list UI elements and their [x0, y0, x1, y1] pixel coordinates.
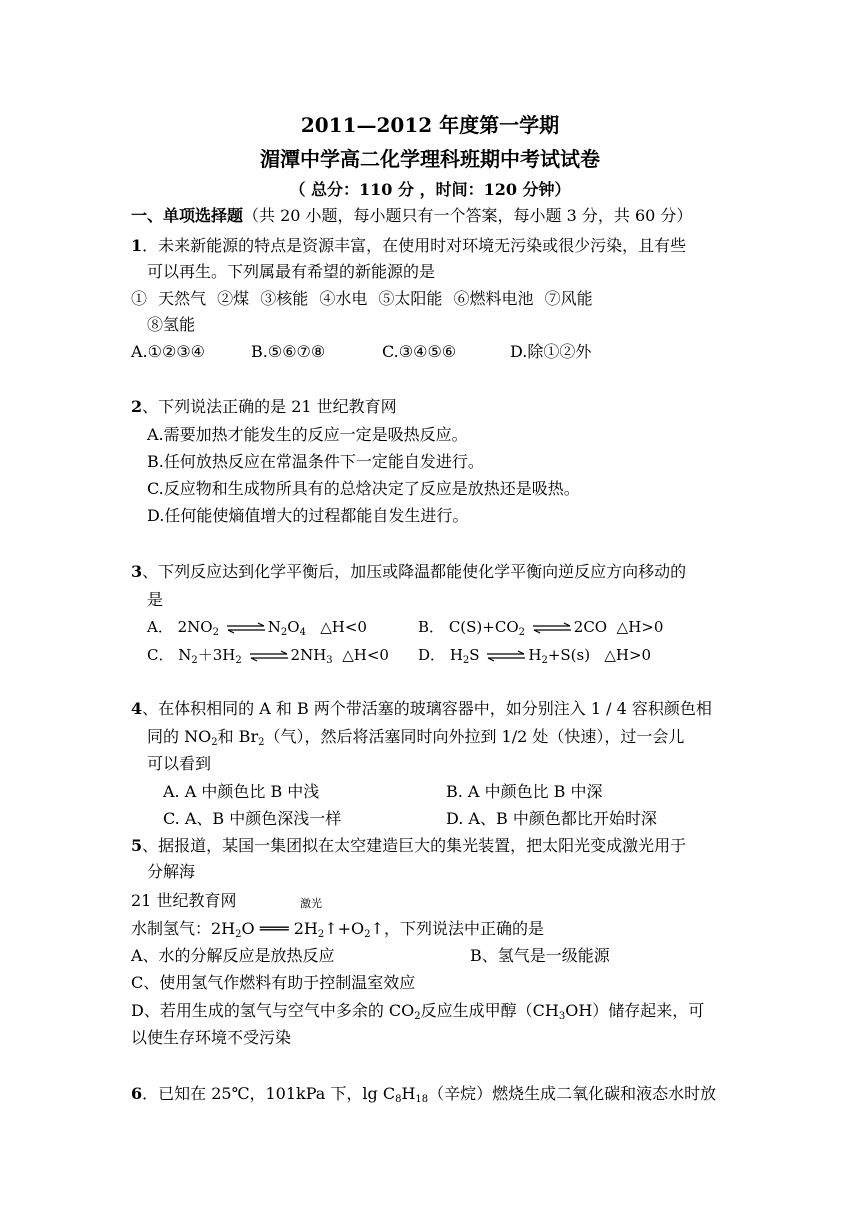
q5-stem-line3: 21 世纪教育网	[131, 891, 237, 910]
q3-b-left: C(S)+CO	[448, 618, 519, 636]
q1-option-b: B.⑤⑥⑦⑧	[251, 342, 326, 361]
q1-option-d: D.除①②外	[510, 342, 592, 361]
q4-line1	[131, 699, 712, 719]
q4-option-d: D. A、B 中颜色都比开始时深	[446, 809, 657, 828]
q5-option-c: C、使用氢气作燃料有助于控制温室效应	[131, 973, 416, 992]
q3-b-label: B．	[418, 618, 445, 636]
q3-b-enthalpy: △H>0	[616, 618, 664, 636]
q3-d-left-sub: 2	[462, 655, 470, 666]
q2-option-a: A.需要加热才能发生的反应一定是吸热反应。	[147, 425, 468, 444]
q5-line1	[131, 836, 686, 856]
q3-d-label: D．	[418, 646, 446, 664]
q5-option-d-line2: 以使生存环境不受污染	[131, 1028, 292, 1047]
q4-option-c: C. A、B 中颜色深浅一样	[163, 809, 342, 828]
q3-a-label: A．	[147, 618, 173, 636]
q3-c-right: 2NH	[290, 646, 327, 664]
q5-number: 5	[131, 836, 143, 855]
q1-stem-line1: ．未来新能源的特点是资源丰富，在使用时对环境无污染或很少污染，且有些	[142, 236, 687, 255]
q5-eq-c: ↑+O	[324, 919, 365, 938]
q5-d-sub2: 3	[558, 1011, 566, 1022]
q5-d-a: D、若用生成的氢气与空气中多余的 CO	[131, 1001, 415, 1020]
q3-stem-line2: 是	[147, 590, 164, 609]
q3-d-right: H	[528, 646, 542, 664]
q5-eq-b: O ═══ 2H	[241, 919, 318, 938]
q3-c-left-sub1: 2	[191, 655, 198, 666]
q2-option-c: C.反应物和生成物所具有的总焓决定了反应是放热还是吸热。	[147, 479, 580, 498]
q3-d-right-sub: 2	[541, 655, 548, 666]
exam-year: 2011—2012 年度第一学期	[300, 113, 560, 137]
q5-condition-label: 激光	[300, 897, 322, 910]
q3-line1	[131, 562, 686, 582]
equilibrium-arrow-icon	[226, 622, 266, 634]
q5-d-c: OH）储存起来，可	[565, 1001, 705, 1020]
q3-d-right2: +S(s)	[547, 646, 591, 664]
q3-c-enthalpy: △H<0	[342, 646, 389, 664]
q6-stem-c: （辛烷）燃烧生成二氧化碳和液态水时放	[428, 1084, 717, 1103]
equilibrium-arrow-icon	[249, 650, 289, 662]
q1-stem-line2: 可以再生。下列属最有希望的新能源的是	[147, 262, 436, 281]
q5-eq-c-sub: 2	[364, 929, 371, 940]
q6-stem-sub2: 18	[415, 1094, 429, 1105]
q3-option-c	[147, 645, 389, 665]
q5-equation	[131, 919, 544, 939]
q5-option-a: A、水的分解反应是放热反应	[131, 946, 335, 965]
q3-c-left1: N	[178, 646, 192, 664]
q3-option-a	[147, 617, 367, 637]
q5-eq-d: ↑，下列说法中正确的是	[370, 919, 544, 938]
q3-a-left: 2NO	[177, 618, 213, 636]
q1-option-a: A.①②③④	[131, 342, 206, 361]
q4-stem-line2	[147, 727, 684, 747]
q3-b-right: 2CO	[573, 618, 608, 636]
q6-stem-a: ．已知在 25℃，101kPa 下，lg C	[142, 1084, 396, 1103]
q3-a-right-sub1: 2	[280, 627, 288, 638]
q5-option-b: B、氢气是一级能源	[470, 946, 610, 965]
equilibrium-arrow-icon	[486, 650, 526, 662]
q3-c-right-sub: 3	[326, 655, 333, 666]
q3-a-right-mid: O	[287, 618, 300, 636]
q5-eq-a: 水制氢气：2H	[131, 919, 236, 938]
q4-stem-line1: 、在体积相同的 A 和 B 两个带活塞的玻璃容器中，如分别注入 1 / 4 容积颜色相	[142, 699, 712, 718]
q3-c-label: C．	[147, 646, 174, 664]
q3-a-enthalpy: △H<0	[320, 618, 367, 636]
q3-d-left2: S	[469, 646, 480, 664]
q2-line1	[131, 397, 397, 417]
q4-line2b: 和 Br	[217, 727, 259, 746]
q2-number: 2	[131, 397, 143, 416]
q2-option-d: D.任何能使熵值增大的过程都能自发生进行。	[147, 506, 469, 525]
q6-stem-b: H	[401, 1084, 416, 1103]
q4-stem-line3: 可以看到	[147, 754, 212, 773]
q5-d-b: 反应生成甲醇（CH	[420, 1001, 559, 1020]
q6-number: 6	[131, 1084, 143, 1103]
q3-c-left-sub2: 2	[235, 655, 242, 666]
q5-option-d	[131, 1001, 704, 1021]
section-title: 一、单项选择题	[131, 206, 244, 225]
q4-line2c: （气），然后将活塞同时向外拉到 1/2 处（快速），过一会儿	[264, 727, 685, 746]
q4-option-a: A. A 中颜色比 B 中浅	[163, 782, 320, 801]
q1-items-line2: ⑧氢能	[147, 315, 196, 334]
q6-stem-sub1: 8	[395, 1094, 402, 1105]
q4-option-b: B. A 中颜色比 B 中深	[446, 782, 603, 801]
q4-line2-sub2: 2	[258, 737, 265, 748]
q5-stem-line2: 分解海	[147, 862, 196, 881]
q3-d-enthalpy: △H>0	[604, 646, 652, 664]
q4-line2a: 同的 NO	[147, 727, 212, 746]
q3-a-right-sub2: 4	[299, 627, 306, 638]
q5-eq-a-sub: 2	[235, 929, 242, 940]
q1-option-c: C.③④⑤⑥	[382, 342, 457, 361]
q4-line2-sub1: 2	[211, 737, 218, 748]
q1-items-line1: ① 天然气 ②煤 ③核能 ④水电 ⑤太阳能 ⑥燃料电池 ⑦风能	[131, 289, 593, 308]
q5-stem-line1: 、据报道，某国一集团拟在太空建造巨大的集光装置，把太阳光变成激光用于	[142, 836, 687, 855]
q3-a-left-sub: 2	[212, 627, 219, 638]
q3-stem-line1: 、下列反应达到化学平衡后，加压或降温都能使化学平衡向逆反应方向移动的	[142, 562, 687, 581]
q3-a-right: N	[267, 618, 281, 636]
section-note: （共 20 小题，每小题只有一个答案，每小题 3 分，共 60 分）	[243, 206, 693, 225]
exam-info: （ 总分：110 分 ，时间：120 分钟）	[289, 180, 571, 199]
q3-b-left-sub: 2	[518, 627, 525, 638]
q5-d-sub1: 2	[414, 1011, 421, 1022]
q5-eq-b-sub: 2	[317, 929, 325, 940]
q2-option-b: B.任何放热反应在常温条件下一定能自发进行。	[147, 452, 484, 471]
q3-d-left: H	[449, 646, 463, 664]
exam-title: 湄潭中学高二化学理科班期中考试试卷	[260, 147, 600, 171]
q4-number: 4	[131, 699, 143, 718]
q1-line1	[131, 236, 686, 256]
q2-stem: 、下列说法正确的是 21 世纪教育网	[142, 397, 397, 416]
equilibrium-arrow-icon	[532, 622, 572, 634]
q1-number: 1	[131, 236, 143, 255]
q3-number: 3	[131, 562, 143, 581]
q3-c-left2: ＋3H	[197, 646, 236, 664]
q6-line1	[131, 1084, 716, 1104]
q3-option-b	[418, 617, 663, 637]
section-heading	[131, 206, 692, 226]
q3-option-d	[418, 645, 651, 665]
